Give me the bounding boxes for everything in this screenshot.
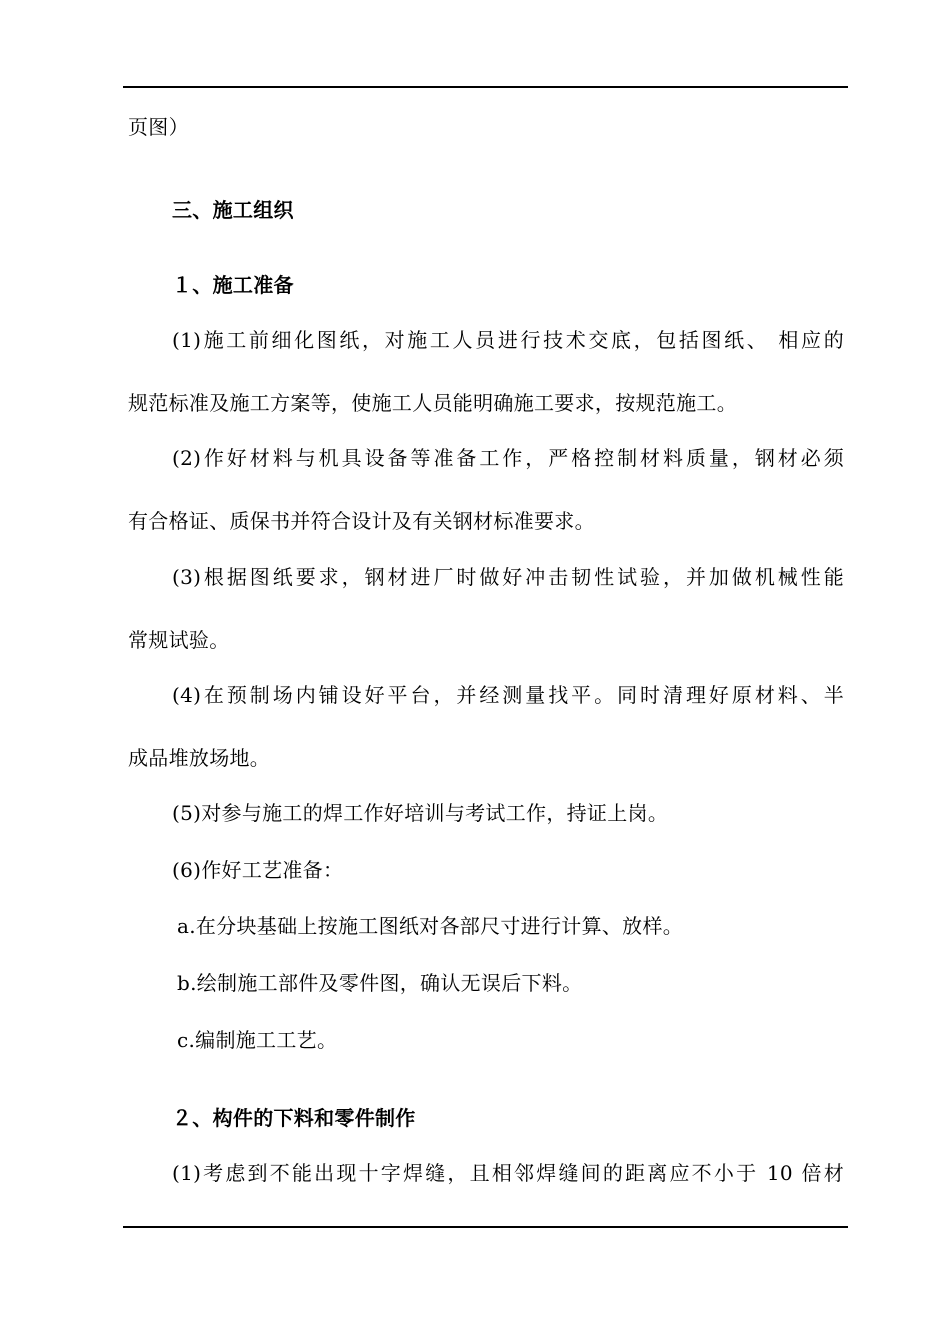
paragraph-line: (1)考虑到不能出现十字焊缝，且相邻焊缝间的距离应不小于 10 倍材 (172, 1161, 844, 1185)
paragraph-line: (1)施工前细化图纸，对施工人员进行技术交底，包括图纸、 相应的 (172, 328, 844, 352)
footer-rule (123, 1226, 848, 1228)
list-item: b.绘制施工部件及零件图，确认无误后下料。 (177, 971, 583, 995)
subsection-heading: ２、构件的下料和零件制作 (172, 1106, 416, 1130)
paragraph-line: (4)在预制场内铺设好平台，并经测量找平。同时清理好原材料、半 (172, 683, 844, 707)
paragraph-line: 常规试验。 (128, 628, 230, 652)
paragraph-line: 规范标准及施工方案等，使施工人员能明确施工要求，按规范施工。 (128, 391, 737, 415)
list-item: c.编制施工工艺。 (177, 1028, 338, 1052)
subsection-heading: １、施工准备 (172, 273, 294, 297)
continued-text: 页图） (128, 115, 189, 139)
paragraph-line: 有合格证、质保书并符合设计及有关钢材标准要求。 (128, 509, 595, 533)
paragraph-line: (2)作好材料与机具设备等准备工作，严格控制材料质量，钢材必须 (172, 446, 844, 470)
paragraph-line: (6)作好工艺准备： (172, 858, 344, 882)
header-rule (123, 86, 848, 88)
paragraph-line: 成品堆放场地。 (128, 746, 271, 770)
section-heading: 三、施工组织 (172, 198, 294, 222)
paragraph-line: (3)根据图纸要求，钢材进厂时做好冲击韧性试验，并加做机械性能 (172, 565, 844, 589)
list-item: a.在分块基础上按施工图纸对各部尺寸进行计算、放样。 (177, 914, 684, 938)
paragraph-line: (5)对参与施工的焊工作好培训与考试工作，持证上岗。 (172, 801, 669, 825)
